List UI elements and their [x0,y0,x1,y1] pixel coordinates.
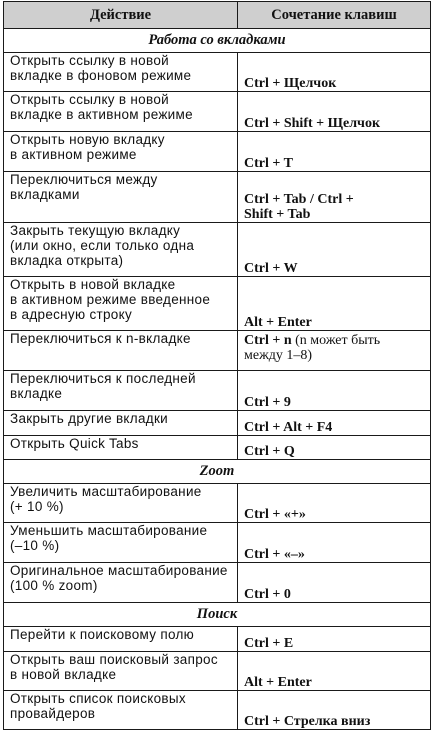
shortcut-cell [238,691,431,730]
table-row [4,627,431,652]
table-row [4,53,431,92]
shortcut-keys: Ctrl + n [244,333,292,348]
header-row [4,2,431,29]
action-cell: Открыть новую вкладку в активном режиме [4,132,238,172]
table-row [4,411,431,436]
shortcut-keys: Ctrl + Стрелка вниз [244,714,371,729]
action-cell: Оригинальное масштабирование (100 % zoom) [4,563,238,603]
table-row [4,563,431,603]
shortcut-keys: Ctrl + «–» [244,547,305,562]
shortcut-keys: Ctrl + Tab / Ctrl + Shift + Tab [244,192,354,222]
section-title: Zoom [4,460,431,484]
shortcut-cell [238,172,431,223]
table-row [4,484,431,523]
action-cell: Увеличить масштабирование (+ 10 %) [4,484,238,523]
table-row [4,277,431,331]
shortcut-cell [238,132,431,172]
table-row [4,92,431,132]
section-title: Поиск [4,603,431,627]
shortcut-cell [238,652,431,691]
header-action: Действие [4,2,238,29]
table-row [4,371,431,411]
shortcut-cell [238,411,431,436]
section-row [4,460,431,484]
shortcut-cell [238,331,431,371]
action-cell: Открыть ваш поисковый запрос в новой вкладке [4,652,238,691]
shortcut-cell [238,563,431,603]
table-row [4,223,431,277]
shortcut-keys: Alt + Enter [244,675,312,690]
action-cell: Закрыть текущую вкладку (или окно, если только одна вкладка открыта) [4,223,238,277]
shortcut-cell [238,371,431,411]
shortcut-cell [238,627,431,652]
table-row [4,652,431,691]
shortcut-keys: Ctrl + T [244,156,293,171]
shortcut-keys: Ctrl + Alt + F4 [244,420,333,435]
shortcut-keys: Ctrl + Щелчок [244,76,337,91]
table-row [4,436,431,460]
shortcuts-table [3,1,431,730]
action-cell: Переключиться к последней вкладке [4,371,238,411]
shortcut-keys: Ctrl + W [244,261,298,276]
action-cell: Закрыть другие вкладки [4,411,238,436]
action-cell: Открыть ссылку в новой вкладке в фоновом режиме [4,53,238,92]
table-row [4,172,431,223]
table-body [4,29,431,730]
shortcut-cell [238,484,431,523]
shortcut-cell [238,223,431,277]
action-cell: Уменьшить масштабирование (–10 %) [4,523,238,563]
header-keys: Сочетание клавиш [238,2,431,29]
shortcut-keys: Ctrl + «+» [244,507,306,522]
action-cell: Открыть Quick Tabs [4,436,238,460]
table-row [4,331,431,371]
shortcut-keys: Ctrl + E [244,636,294,651]
shortcut-cell [238,523,431,563]
shortcut-note: (n может быть между 1–8) [244,333,381,363]
action-cell: Открыть список поисковых провайдеров [4,691,238,730]
section-title: Работа со вкладками [4,29,431,53]
section-row [4,29,431,53]
shortcut-keys: Alt + Enter [244,315,312,330]
section-row [4,603,431,627]
shortcut-keys: Ctrl + 0 [244,587,291,602]
action-cell: Переключиться к n-вкладке [4,331,238,371]
shortcut-keys: Ctrl + Q [244,444,295,459]
shortcut-keys: Ctrl + 9 [244,395,291,410]
shortcut-cell [238,436,431,460]
action-cell: Переключиться между вкладками [4,172,238,223]
action-cell: Перейти к поисковому полю [4,627,238,652]
shortcut-keys: Ctrl + Shift + Щелчок [244,116,381,131]
action-cell: Открыть в новой вкладке в активном режиме введенное в адресную строку [4,277,238,331]
shortcut-cell [238,277,431,331]
table-row [4,691,431,730]
table-row [4,132,431,172]
table-row [4,523,431,563]
shortcut-cell [238,92,431,132]
action-cell: Открыть ссылку в новой вкладке в активном режиме [4,92,238,132]
shortcut-cell [238,53,431,92]
